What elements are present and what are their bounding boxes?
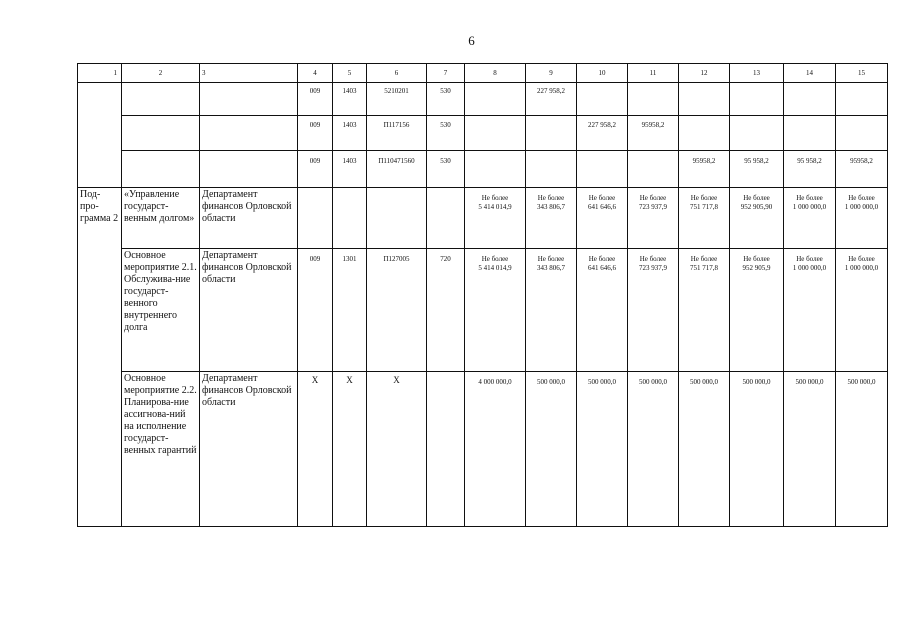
table-cell [628,83,679,116]
limit-label: Не более [481,194,509,202]
table-header-row [78,64,888,83]
limit-label: Не более [848,255,875,263]
amount: 1 000 000,0 [792,264,827,272]
table-cell [78,83,122,188]
amount: 641 646,6 [588,203,616,211]
subprogram-label: Под-про-грамма 2 [78,188,122,527]
table-cell: Х [333,372,367,527]
table-cell: 530 [427,83,465,116]
amount: 5 414 014,9 [478,203,512,211]
table-cell [526,116,577,151]
amount: 952 905,9 [742,264,771,272]
table-cell: 227 958,2 [526,83,577,116]
table-row [78,151,888,188]
table-cell: П117156 [367,116,427,151]
table-cell: 95958,2 [679,151,730,188]
table-cell [628,188,679,249]
table-row [78,116,888,151]
limit-label: Не более [639,255,667,263]
table-cell: 500 000,0 [784,372,836,527]
table-cell: 009 [298,83,333,116]
header-cell: 13 [730,64,784,83]
limit-label: Не более [537,194,565,202]
table-cell [200,151,298,188]
activity-title: Основное мероприятие 2.2. Планирова-ние ассигнова-ний на исполнение государст-венных гарантий [122,372,200,527]
table-cell [784,116,836,151]
table-cell: 4 000 000,0 [465,372,526,527]
responsible-executor: Департамент финансов Орловской области [200,249,298,372]
amount: 343 806,7 [537,203,565,211]
table-cell: Х [298,372,333,527]
limit-label: Не более [690,194,718,202]
table-cell: 720 [427,249,465,372]
amount: 723 937,9 [639,203,667,211]
table-cell [427,188,465,249]
table-cell [427,372,465,527]
limit-label: Не более [588,255,616,263]
budget-table [77,63,888,527]
header-cell: 5 [333,64,367,83]
limit-label: Не более [690,255,718,263]
table-cell [577,83,628,116]
table-cell: 1403 [333,116,367,151]
table-cell [836,188,888,249]
table-cell [298,188,333,249]
table-cell [836,116,888,151]
table-cell: 95958,2 [628,116,679,151]
table-row [78,372,888,527]
header-cell: 15 [836,64,888,83]
table-cell [465,83,526,116]
table-cell: 009 [298,116,333,151]
amount: 641 646,6 [588,264,616,272]
amount: 1 000 000,0 [844,264,879,272]
table-cell: 500 000,0 [836,372,888,527]
limit-label: Не более [848,194,875,202]
amount: 343 806,7 [537,264,565,272]
header-cell: 7 [427,64,465,83]
table-cell: 5210201 [367,83,427,116]
header-cell: 11 [628,64,679,83]
table-cell [122,151,200,188]
table-cell [784,249,836,372]
table-cell [200,116,298,151]
table-row [78,188,888,249]
table-cell [333,188,367,249]
limit-label: Не более [796,255,823,263]
header-cell: 8 [465,64,526,83]
responsible-executor: Департамент финансов Орловской области [200,372,298,527]
table-cell [730,116,784,151]
table-cell [577,151,628,188]
activity-title: Основное мероприятие 2.1. Обслужива-ние государст-венного внутреннего долга [122,249,200,372]
table-cell [465,249,526,372]
header-cell: 14 [784,64,836,83]
table-cell: 009 [298,249,333,372]
header-cell: 1 [78,64,122,83]
limit-label: Не более [481,255,509,263]
table-cell [122,83,200,116]
table-cell: Х [367,372,427,527]
table-cell: 95958,2 [836,151,888,188]
table-cell [465,116,526,151]
header-cell: 3 [200,64,298,83]
amount: 952 905,90 [740,203,773,211]
table-cell [784,188,836,249]
table-cell: П110471560 [367,151,427,188]
header-cell: 9 [526,64,577,83]
limit-label: Не более [743,255,770,263]
table-cell: 95 958,2 [730,151,784,188]
amount: 751 717,8 [690,264,718,272]
amount: 751 717,8 [690,203,718,211]
table-cell [679,116,730,151]
limit-label: Не более [537,255,565,263]
amount: 5 414 014,9 [478,264,512,272]
table-cell [577,188,628,249]
table-cell [526,188,577,249]
amount: 1 000 000,0 [792,203,827,211]
responsible-executor: Департамент финансов Орловской области [200,188,298,249]
table-cell: 500 000,0 [730,372,784,527]
table-cell: П127005 [367,249,427,372]
header-cell: 12 [679,64,730,83]
header-cell: 10 [577,64,628,83]
table-cell [679,83,730,116]
table-cell [526,249,577,372]
header-cell: 6 [367,64,427,83]
limit-label: Не более [796,194,823,202]
table-cell [526,151,577,188]
table-cell: 530 [427,151,465,188]
table-cell [367,188,427,249]
table-cell: 227 958,2 [577,116,628,151]
table-cell [836,249,888,372]
table-cell [836,83,888,116]
table-cell [679,249,730,372]
limit-label: Не более [639,194,667,202]
table-cell [200,83,298,116]
page-number: 6 [468,33,475,48]
table-row [78,83,888,116]
table-cell: 500 000,0 [628,372,679,527]
table-cell: 1301 [333,249,367,372]
table-cell [628,249,679,372]
limit-label: Не более [743,194,770,202]
table-cell: 500 000,0 [577,372,628,527]
table-cell [577,249,628,372]
amount: 1 000 000,0 [844,203,879,211]
header-cell: 2 [122,64,200,83]
table-cell: 009 [298,151,333,188]
table-cell [730,83,784,116]
table-cell: 1403 [333,83,367,116]
table-cell [122,116,200,151]
table-cell: 1403 [333,151,367,188]
subprogram-title: «Управление государст-венным долгом» [122,188,200,249]
table-cell: 500 000,0 [526,372,577,527]
table-cell: 530 [427,116,465,151]
limit-label: Не более [588,194,616,202]
table-cell [465,151,526,188]
table-cell [679,188,730,249]
table-cell: 500 000,0 [679,372,730,527]
amount: 723 937,9 [639,264,667,272]
table-cell [465,188,526,249]
table-cell [730,249,784,372]
header-cell: 4 [298,64,333,83]
table-cell [628,151,679,188]
table-row [78,249,888,372]
table-cell: 95 958,2 [784,151,836,188]
table-cell [784,83,836,116]
table-cell [730,188,784,249]
